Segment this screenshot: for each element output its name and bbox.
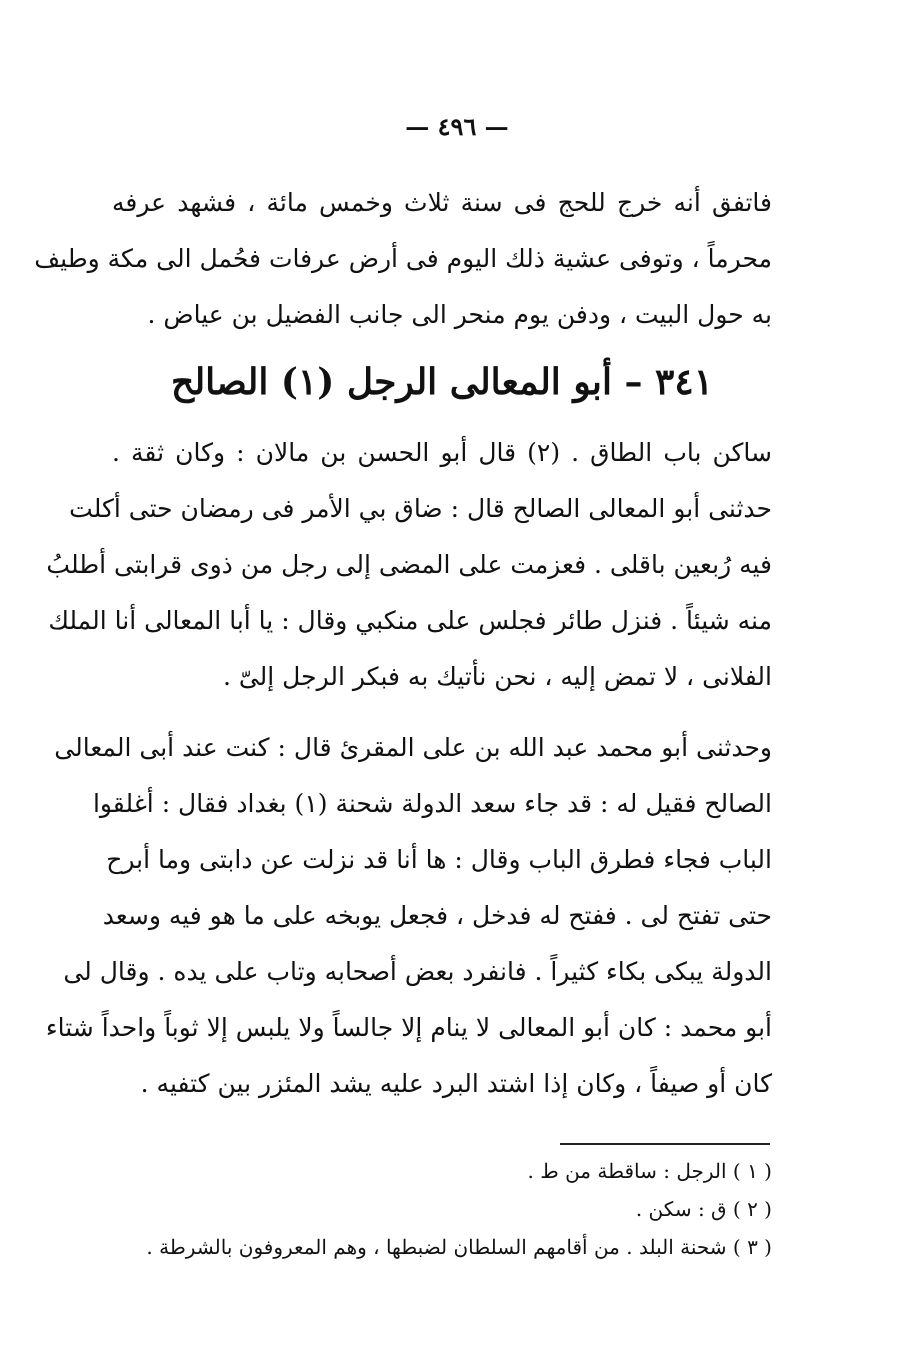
text-line: الفلانى ، لا تمض إليه ، نحن نأتيك به فبكر الرجل إلىّ . bbox=[222, 662, 772, 691]
text-line: فيه رُبعين باقلى . فعزمت على المضى إلى رجل من ذوى قرابتى أطلبُ bbox=[46, 550, 772, 579]
text-line: الباب فجاء فطرق الباب وقال : ها أنا قد نزلت عن دابتى وما أبرح bbox=[106, 845, 772, 874]
text-line: حدثنى أبو المعالى الصالح قال : ضاق بي الأمر فى رمضان حتى أكلت bbox=[69, 494, 772, 523]
text-line: منه شيئاً . فنزل طائر فجلس على منكبي وقال : يا أبا المعالى أنا الملك bbox=[48, 606, 772, 635]
text-line: به حول البيت ، ودفن يوم منحر الى جانب الفضيل بن عياض . bbox=[147, 300, 772, 329]
footnote-2: ( ٢ ) ق : سكن . bbox=[635, 1197, 772, 1221]
footnote-separator bbox=[560, 1143, 770, 1145]
text-line: وحدثنى أبو محمد عبد الله بن على المقرئ قال : كنت عند أبى المعالى bbox=[54, 733, 772, 762]
page-number: — ٤٩٦ — bbox=[405, 112, 509, 141]
text-line: ساكن باب الطاق . (٢) قال أبو الحسن بن مالان : وكان ثقة . bbox=[112, 438, 772, 467]
text-line: الصالح فقيل له : قد جاء سعد الدولة شحنة (١) بغداد فقال : أغلقوا bbox=[92, 789, 772, 818]
text-line: محرماً ، وتوفى عشية ذلك اليوم فى أرض عرفات فحُمل الى مكة وطيف bbox=[34, 244, 772, 273]
text-line: الدولة يبكى بكاء كثيراً . فانفرد بعض أصحابه وتاب على يده . وقال لى bbox=[63, 957, 772, 986]
text-line: فاتفق أنه خرج للحج فى سنة ثلاث وخمس مائة ، فشهد عرفه bbox=[112, 188, 772, 217]
footnote-3: ( ٣ ) شحنة البلد . من أقامهم السلطان لضبطها ، وهم المعروفون بالشرطة . bbox=[146, 1235, 772, 1259]
footnotes bbox=[112, 1152, 772, 1266]
entry-paragraph-2 bbox=[45, 720, 772, 1112]
text-line: أبو محمد : كان أبو المعالى لا ينام إلا جالساً ولا يلبس إلا ثوباً واحداً شتاء bbox=[45, 1013, 772, 1042]
text-line: كان أو صيفاً ، وكان إذا اشتد البرد عليه يشد المئزر بين كتفيه . bbox=[140, 1069, 772, 1098]
entry-heading: ٣٤١ – أبو المعالى الرجل (١) الصالح bbox=[170, 361, 714, 403]
intro-paragraph bbox=[34, 175, 772, 343]
entry-paragraph-1 bbox=[46, 425, 772, 705]
footnote-1: ( ١ ) الرجل : ساقطة من ط . bbox=[527, 1159, 772, 1183]
text-line: حتى تفتح لى . ففتح له فدخل ، فجعل يوبخه على ما هو فيه وسعد bbox=[102, 901, 772, 930]
